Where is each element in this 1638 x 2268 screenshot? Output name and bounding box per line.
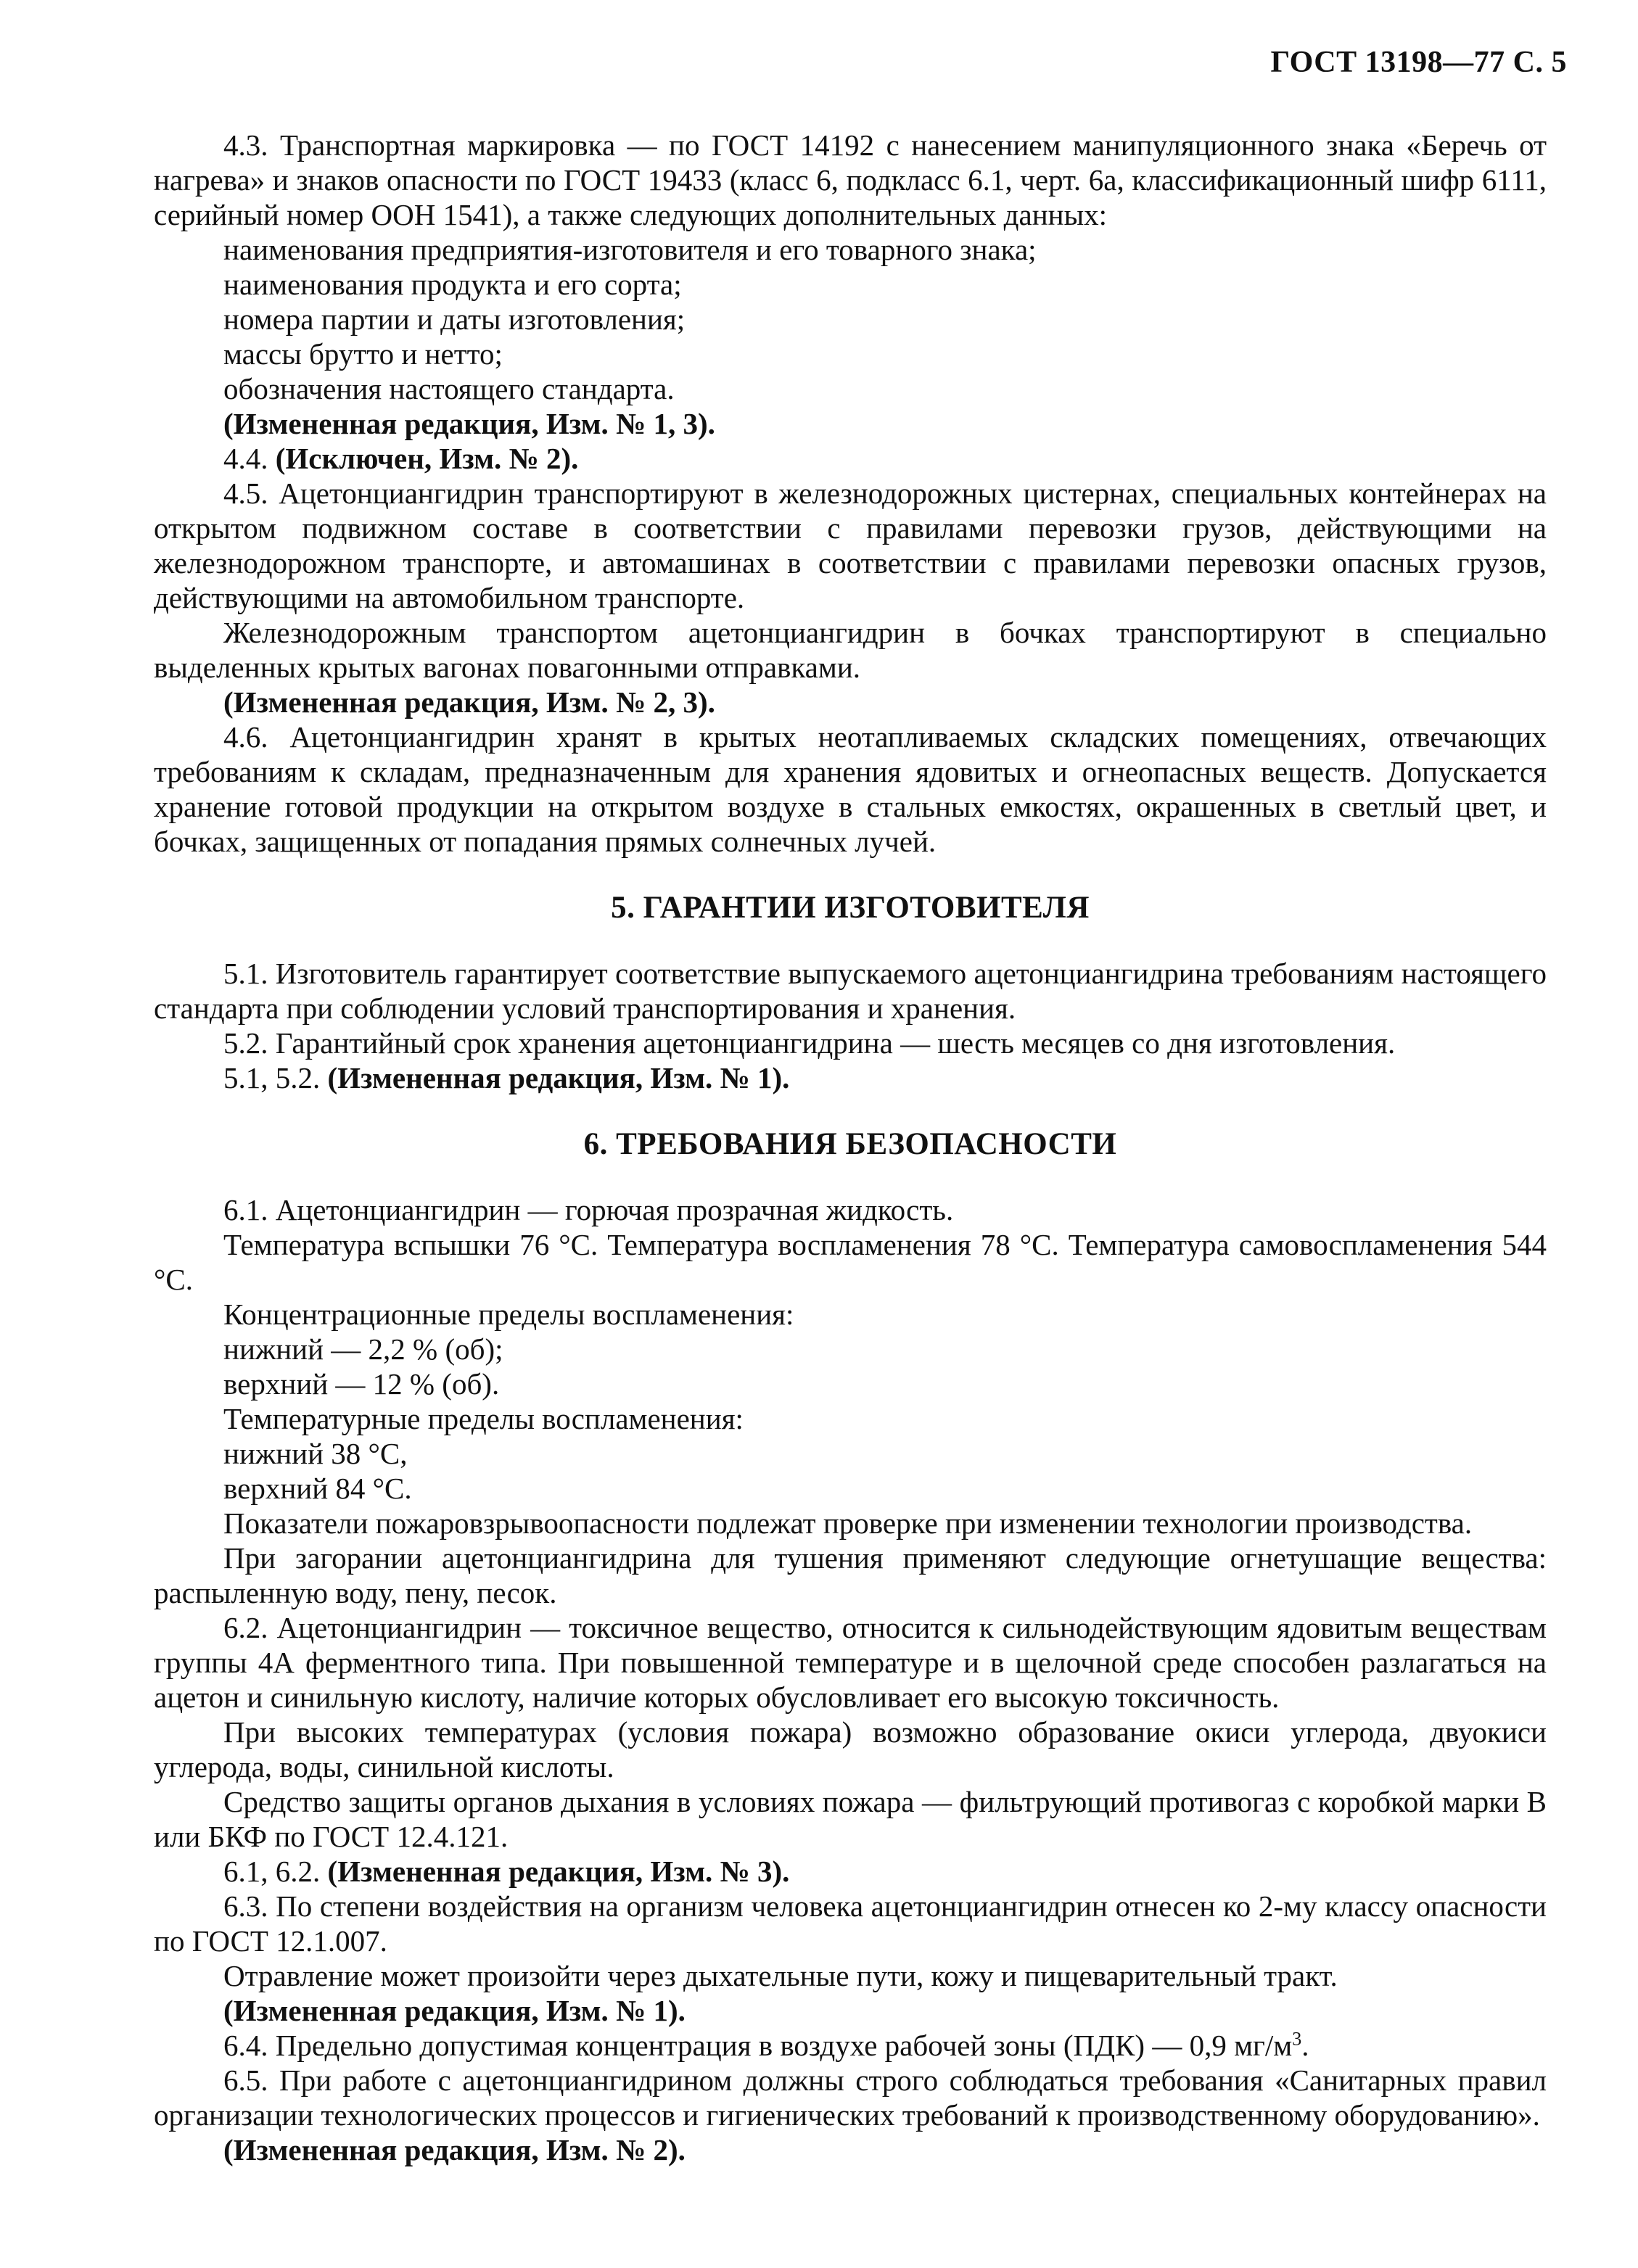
temp-limits-title: Температурные пределы воспламенения:: [223, 1402, 744, 1435]
list-item: номера партии и даты изготовления;: [223, 302, 686, 336]
page-header: ГОСТ 13198—77 С. 5: [1270, 46, 1567, 79]
clause-6-2: 6.2. Ацетонциангидрин — токсичное вещество, относится к сильнодействующим ядовитым веществам группы 4А ферментного типа. При повышенной температуре и в щелочной среде способен разлагаться на ацетон и синильную кислоту, наличие которых обусловливает его высокую токсичность.: [154, 1611, 1547, 1714]
clause-5-2: 5.2. Гарантийный срок хранения ацетонциангидрина — шесть месяцев со дня изготовления.: [223, 1026, 1396, 1060]
clause-4-6: 4.6. Ацетонциангидрин хранят в крытых неотапливаемых складских помещениях, отвечающих требованиям к складам, предназначенным для хранения ядовитых и огнеопасных веществ. Допускается хранение готовой продукции на открытом воздухе в стальных емкостях, окрашенных в светлый цвет, и бочках, защищенных от попадания прямых солнечных лучей.: [154, 720, 1547, 858]
clause-5-1: 5.1. Изготовитель гарантирует соответствие выпускаемого ацетонциангидрина требованиям настоящего стандарта при соблюдении условий транспортирования и хранения.: [154, 957, 1547, 1025]
conc-limits-title: Концентрационные пределы воспламенения:: [223, 1298, 794, 1331]
clause-4-5-rail: Железнодорожным транспортом ацетонциангидрин в бочках транспортируют в специально выделенных крытых вагонах повагонными отправками.: [154, 616, 1547, 684]
revision-note: 5.1, 5.2. (Измененная редакция, Изм. № 1).: [223, 1061, 790, 1094]
conc-lower: нижний — 2,2 % (об);: [223, 1332, 503, 1366]
fire-indicators: Показатели пожаровзрывоопасности подлежат проверке при изменении технологии производства.: [223, 1506, 1473, 1540]
clause-6-1-temps: Температура вспышки 76 °С. Температура воспламенения 78 °С. Температура самовоспламенения 544 °С.: [154, 1228, 1547, 1296]
list-item: наименования предприятия-изготовителя и его товарного знака;: [223, 233, 1037, 266]
revision-note: 6.1, 6.2. (Измененная редакция, Изм. № 3).: [223, 1855, 790, 1888]
clause-6-5: 6.5. При работе с ацетонциангидрином должны строго соблюдаться требования «Санитарных правил организации технологических процессов и гигиенических требований к производственному оборудованию».: [154, 2063, 1547, 2132]
revision-note: (Измененная редакция, Изм. № 1).: [223, 1994, 686, 2027]
document-body: [154, 128, 1547, 2167]
clause-6-1: 6.1. Ацетонциангидрин — горючая прозрачная жидкость.: [223, 1193, 954, 1226]
section-title-6: 6. ТРЕБОВАНИЯ БЕЗОПАСНОСТИ: [583, 1127, 1117, 1161]
temp-lower: нижний 38 °С,: [223, 1437, 408, 1470]
revision-note: (Измененная редакция, Изм. № 1, 3).: [223, 407, 715, 440]
list-item: массы брутто и нетто;: [223, 337, 503, 371]
clause-4-4: 4.4. (Исключен, Изм. № 2).: [223, 442, 579, 475]
extinguishing: При загорании ацетонциангидрина для тушения применяют следующие огнетушащие вещества: распыленную воду, пену, песок.: [154, 1541, 1547, 1609]
clause-4-3: 4.3. Транспортная маркировка — по ГОСТ 14192 с нанесением манипуляционного знака «Беречь от нагрева» и знаков опасности по ГОСТ 19433 (класс 6, подкласс 6.1, черт. 6а, классификационный шифр 6111, серийный номер ООН 1541), а также следующих дополнительных данных:: [154, 128, 1547, 231]
section-title-5: 5. ГАРАНТИИ ИЗГОТОВИТЕЛЯ: [611, 891, 1090, 925]
revision-note: (Измененная редакция, Изм. № 2).: [223, 2133, 686, 2166]
clause-4-5: 4.5. Ацетонциангидрин транспортируют в железнодорожных цистернах, специальных контейнерах на открытом подвижном составе в соответствии с правилами перевозки грузов, действующими на железнодорожном транспорте, и автомашинах в соответствии с правилами перевозки опасных грузов, действующими на автомобильном транспорте.: [154, 477, 1547, 614]
clause-6-4: 6.4. Предельно допустимая концентрация в воздухе рабочей зоны (ПДК) — 0,9 $мг/м^3$.: [223, 2028, 1309, 2062]
revision-note: (Измененная редакция, Изм. № 2, 3).: [223, 685, 715, 719]
list-item: обозначения настоящего стандарта.: [223, 372, 675, 405]
list-item: наименования продукта и его сорта;: [223, 268, 682, 301]
clause-6-2-protection: Средство защиты органов дыхания в условиях пожара — фильтрующий противогаз с коробкой марки В или БКФ по ГОСТ 12.4.121.: [154, 1785, 1547, 1853]
conc-upper: верхний — 12 % (об).: [223, 1367, 500, 1401]
clause-6-3-routes: Отравление может произойти через дыхательные пути, кожу и пищеварительный тракт.: [223, 1959, 1338, 1992]
clause-6-3: 6.3. По степени воздействия на организм человека ацетонциангидрин отнесен ко 2-му классу опасности по ГОСТ 12.1.007.: [154, 1889, 1547, 1958]
clause-6-2-fire: При высоких температурах (условия пожара) возможно образование окиси углерода, двуокиси углерода, воды, синильной кислоты.: [154, 1715, 1547, 1784]
temp-upper: верхний 84 °С.: [223, 1472, 412, 1505]
